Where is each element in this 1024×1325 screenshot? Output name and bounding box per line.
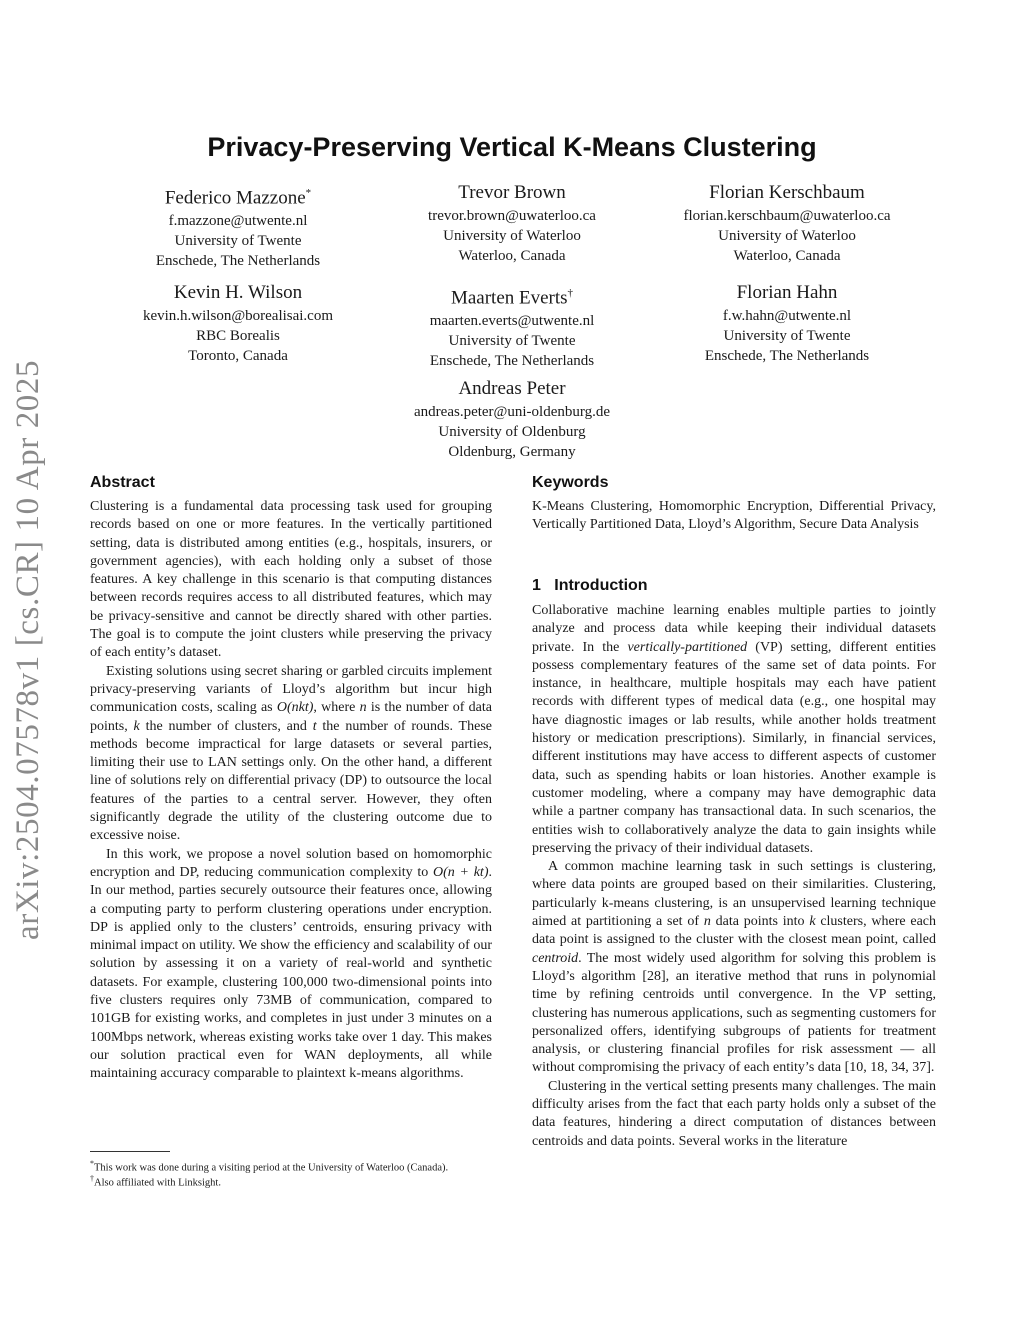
author-block (637, 280, 937, 366)
abstract-paragraph: Clustering is a fundamental data processing task used for grouping records based on one or more features. In the vertically partitioned setting, data is distributed among entities (e.g., hospitals, insurers, or government agencies), with each holding only a subset of those features. A key challenge in this scenario is that computing distances between records requires access to all distributed features, which may be privacy-sensitive and cannot be directly shared with other parties. The goal is to compute the joint clusters while preserving the privacy of each entity’s dataset. (90, 499, 492, 661)
section-number: 1 (532, 577, 541, 594)
author-name: Federico Mazzone (164, 187, 306, 209)
intro-paragraph: Clustering in the vertical setting presents many challenges. The main difficulty arises from the fact that each party holds only a subset of the data features, hindering a direct computation of distances between centroids and data points. Several works in the literature (532, 1078, 936, 1149)
author-name: Andreas Peter (458, 378, 566, 399)
author-email[interactable]: f.w.hahn@utwente.nl (722, 308, 852, 324)
author-block (362, 376, 662, 462)
keywords-text: K-Means Clustering, Homomorphic Encryption, Differential Privacy, Vertically Partitioned Data, Lloyd’s Algorithm, Secure Data Analysis (532, 499, 936, 533)
author-email[interactable]: maarten.everts@utwente.nl (429, 313, 595, 330)
author-location: Toronto, Canada (188, 348, 288, 364)
author-email[interactable]: kevin.h.wilson@borealisai.com (142, 308, 334, 324)
author-name: Trevor Brown (458, 182, 566, 203)
abstract-paragraph: In this work, we propose a novel solution based on homomorphic encryption and DP, reducing communication complexity to O(n + kt). In our method, parties securely outsource their features once, allowing a computing party to perform clustering operations under encryption. DP is applied only to the clusters’ centroids, ensuring privacy with minimal impact on utility. We show the efficiency and scalability of our solution by assessing it on a variety of real-world and synthetic datasets. For example, clustering 100,000 two-dimensional points into five clusters requires only 73MB of communication, compared to 101GB for existing works, and completes in just under 3 minutes on a 100Mbps network, whereas existing works take over 1 day. This makes our solution practical even for WAN deployments, all while maintaining accuracy comparable to plaintext k-means algorithms. (90, 846, 492, 1082)
author-name: Maarten Everts (450, 287, 568, 309)
section-title: Introduction (554, 577, 648, 594)
author-affiliation: University of Twente (723, 328, 851, 344)
footnote: †Also affiliated with Linksight. (90, 1174, 221, 1189)
footnote: *This work was done during a visiting period at the University of Waterloo (Canada). (90, 1159, 449, 1174)
author-affiliation: University of Twente (448, 333, 576, 350)
arxiv-identifier: arXiv:2504.07578v1 [cs.CR] 10 Apr 2025 (10, 359, 46, 940)
author-email[interactable]: trevor.brown@uwaterloo.ca (428, 208, 596, 224)
author-affiliation: University of Waterloo (443, 228, 581, 244)
author-location: Oldenburg, Germany (448, 444, 576, 460)
abstract-heading: Abstract (90, 474, 155, 491)
author-affiliation: University of Oldenburg (438, 424, 586, 440)
author-location: Enschede, The Netherlands (704, 348, 870, 364)
keywords-body (532, 498, 936, 535)
author-block (362, 280, 662, 371)
author-location: Waterloo, Canada (733, 248, 841, 264)
author-name: Florian Hahn (736, 282, 838, 303)
abstract-body (90, 498, 492, 1084)
footnote-divider (90, 1151, 170, 1152)
author-block (88, 280, 388, 366)
author-email[interactable]: f.mazzone@utwente.nl (168, 213, 308, 230)
introduction-body (532, 602, 936, 1151)
author-mark: † (567, 287, 574, 299)
abstract-paragraph: Existing solutions using secret sharing or garbled circuits implement privacy-preserving variants of Lloyd’s algorithm but incur high communication costs, scaling as O(nkt), where n is the number of data points, k the number of clusters, and t the number of rounds. These methods become impractical for large datasets or several parties, limiting their use to LAN settings only. On the other hand, a different line of solutions rely on differential privacy (DP) to outsource the local features of the parties to a central server. However, they often significantly degrade the utility of the clustering outcome due to excessive noise. (90, 663, 492, 844)
author-name: Kevin H. Wilson (173, 282, 303, 303)
author-block (637, 180, 937, 266)
paper-title: Privacy-Preserving Vertical K-Means Clustering (207, 132, 817, 162)
author-location: Waterloo, Canada (458, 248, 566, 264)
author-affiliation: RBC Borealis (196, 328, 280, 344)
author-mark: * (305, 187, 312, 199)
keywords-heading: Keywords (532, 474, 609, 491)
author-email[interactable]: florian.kerschbaum@uwaterloo.ca (683, 208, 891, 224)
author-block (362, 180, 662, 266)
section-heading-introduction (532, 577, 648, 595)
author-location: Enschede, The Netherlands (429, 353, 595, 370)
author-email[interactable]: andreas.peter@uni-oldenburg.de (414, 404, 610, 420)
author-affiliation: University of Twente (174, 233, 302, 250)
author-location: Enschede, The Netherlands (155, 253, 321, 270)
author-name: Florian Kerschbaum (709, 182, 865, 203)
intro-paragraph: Collaborative machine learning enables multiple parties to jointly analyze and process data while keeping their individual datasets private. In the vertically-partitioned (VP) setting, different entities possess complementary features of the same set of data points. For instance, in healthcare, multiple hospitals may each have patient records with different types of medical data (e.g., one hospital may have diagnostic images or lab results, while another holds treatment history or medication prescriptions). Similarly, in financial services, different institutions may have access to different aspects of customer data, such as spending habits or loan histories. Another example is customer modeling, where a company may have demographic data while a partner company has transactional data. In such scenarios, the entities wish to collaboratively analyze the data to gain insights while preserving the privacy of their individual datasets. (532, 603, 936, 856)
intro-paragraph: A common machine learning task in such settings is clustering, where data points are grouped based on their similarities. Clustering, particularly k-means clustering, is an unsupervised learning technique aimed at partitioning a set of n data points into k clusters, where each data point is assigned to the cluster with the closest mean point, called centroid. The most widely used algorithm for solving this problem is Lloyd’s algorithm [28], an iterative method that runs in polynomial time by refining centroids until convergence. In the VP setting, clustering has numerous applications, such as segmenting customers for personalized offers, identifying subgroups of patients for treatment analysis, or clustering financial profiles for risk assessment — all without compromising the privacy of each entity’s data [10, 18, 34, 37]. (532, 859, 937, 1076)
author-block (88, 180, 388, 271)
author-affiliation: University of Waterloo (718, 228, 856, 244)
